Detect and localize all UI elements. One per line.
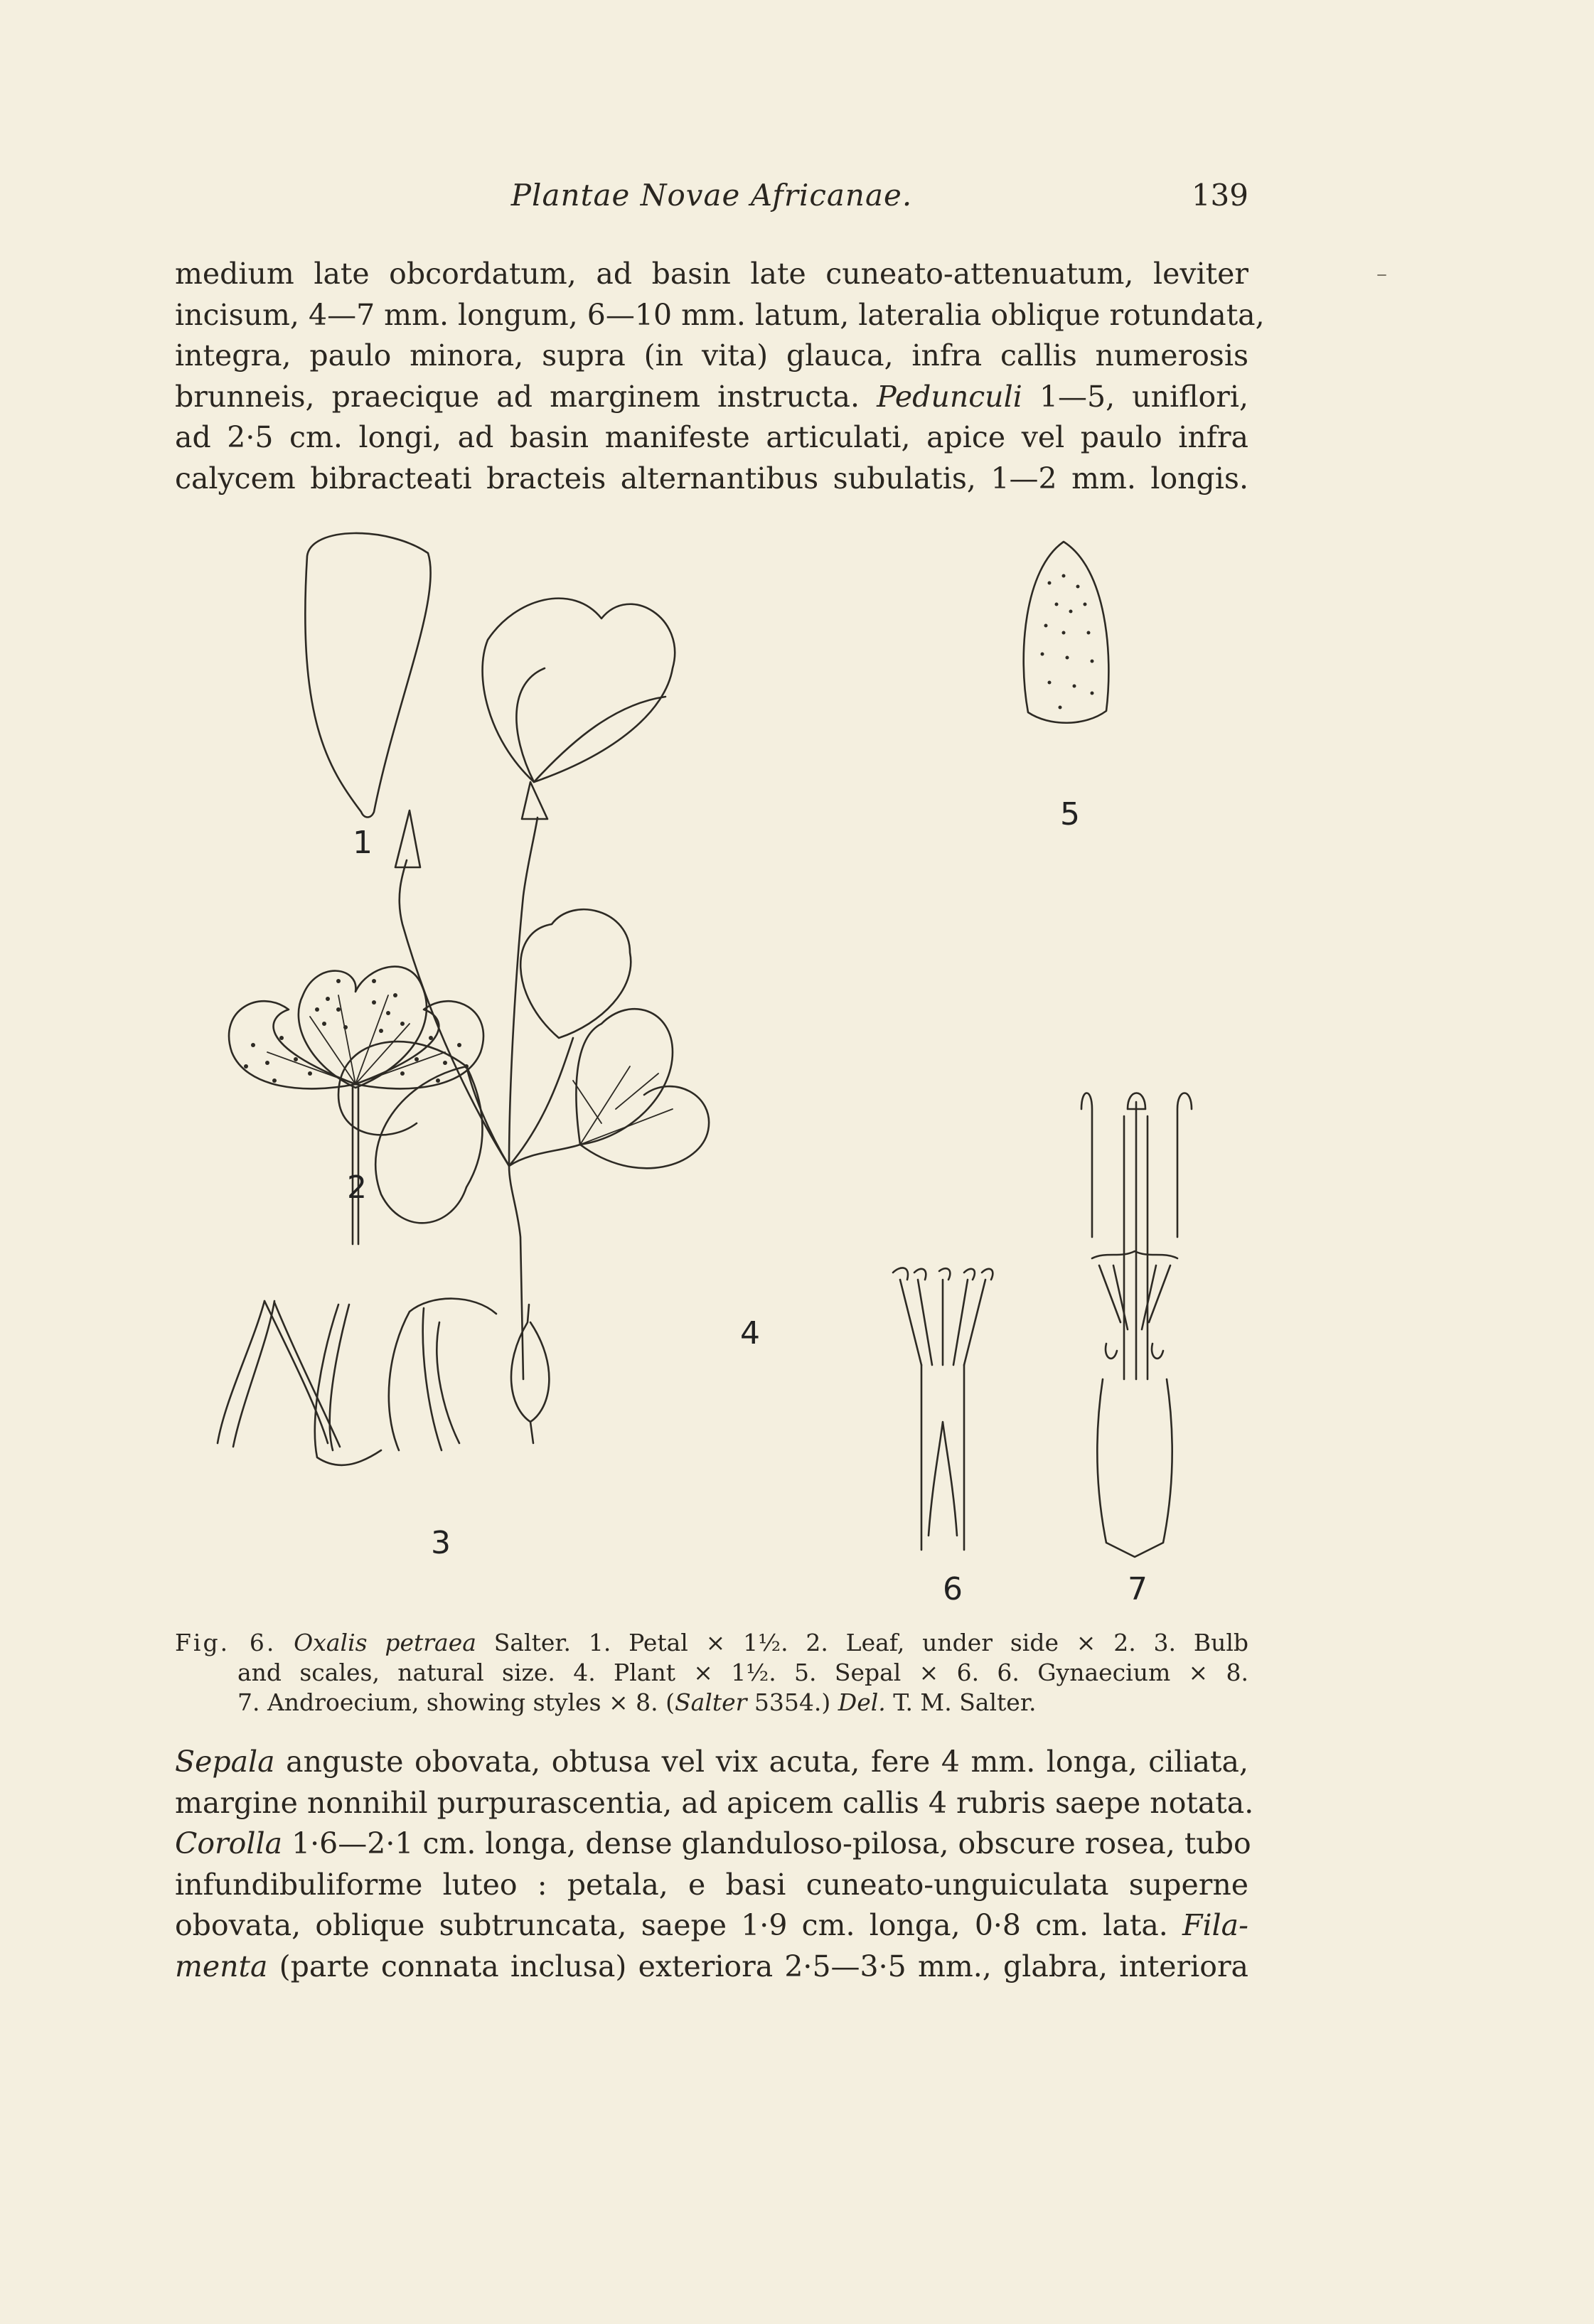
- sepal-stipple: [1041, 574, 1094, 709]
- figure-number-4: 4: [740, 1315, 760, 1351]
- text-segment: brunneis, praecique ad marginem instructa.: [175, 379, 860, 414]
- text-line: [175, 377, 1248, 418]
- bulb-and-scales-drawing: [218, 1299, 549, 1465]
- italic-term-pedunculi: Pedunculi: [877, 379, 1022, 414]
- italic-term-sepala: Sepala: [175, 1745, 275, 1779]
- text-line: [175, 1905, 1248, 1947]
- italic-term-filamenta: Fila-: [1182, 1908, 1248, 1942]
- figure-caption: [175, 1628, 1248, 1718]
- petal-drawing: [305, 533, 430, 818]
- bottom-paragraph: [175, 1742, 1254, 1987]
- figure-drawing: [175, 526, 1256, 1621]
- text-segment: anguste obovata, obtusa vel vix acuta, fere 4 mm. longa, ciliata,: [286, 1745, 1248, 1779]
- caption-line: [175, 1628, 1248, 1658]
- figure-number-2: 2: [347, 1169, 367, 1206]
- running-head: [175, 178, 1248, 220]
- text-segment: 1·6—2·1 cm. longa, dense glanduloso-pilosa, obscure rosea, tubo: [291, 1826, 1251, 1860]
- figure-number-5: 5: [1060, 796, 1080, 832]
- botanical-figure: [175, 526, 1256, 1621]
- text-line: margine nonnihil purpurascentia, ad apicem callis 4 rubris saepe notata.: [175, 1785, 1254, 1820]
- text-line: [175, 1742, 1248, 1783]
- gynaecium-drawing: [893, 1268, 993, 1550]
- text-segment: (parte connata inclusa) exteriora 2·5—3·5 mm., glabra, interiora: [279, 1949, 1248, 1983]
- text-line: integra, paulo minora, supra (in vita) glauca, infra callis numerosis: [175, 338, 1248, 373]
- androecium-drawing: [1081, 1093, 1192, 1558]
- top-paragraph: [175, 254, 1265, 499]
- margin-mark: –: [1376, 262, 1387, 287]
- figure-number-6: 6: [943, 1571, 963, 1607]
- text-segment: obovata, oblique subtruncata, saepe 1·9 cm. longa, 0·8 cm. lata.: [175, 1908, 1168, 1942]
- caption-text: 5354.): [754, 1688, 831, 1716]
- running-title: Plantae Novae Africanae.: [510, 178, 913, 213]
- sepal-drawing: [1024, 542, 1109, 723]
- text-line: calycem bibracteati bracteis alternantibus subulatis, 1—2 mm. longis.: [175, 461, 1248, 496]
- plant-drawing: [338, 599, 709, 1379]
- figure-number-7: 7: [1128, 1571, 1148, 1607]
- caption-text: 7. Androecium, showing styles × 8. (: [237, 1688, 675, 1716]
- text-line: [175, 1824, 1251, 1865]
- caption-del: Del.: [838, 1688, 886, 1716]
- text-line: ad 2·5 cm. longi, ad basin manifeste articulati, apice vel paulo infra: [175, 420, 1248, 454]
- text-line: medium late obcordatum, ad basin late cuneato-attenuatum, leviter: [175, 257, 1248, 291]
- italic-term-corolla: Corolla: [175, 1826, 283, 1860]
- text-line: infundibuliforme luteo : petala, e basi cuneato-unguiculata superne: [175, 1867, 1248, 1902]
- caption-collector: Salter: [674, 1688, 747, 1716]
- page-number: 139: [1191, 178, 1248, 213]
- text-line: incisum, 4—7 mm. longum, 6—10 mm. latum, lateralia oblique rotundata,: [175, 297, 1265, 332]
- text-segment: 1—5, uniflori,: [1039, 379, 1248, 414]
- caption-species: Oxalis petraea: [294, 1629, 476, 1656]
- text-line: [175, 1947, 1248, 1988]
- caption-figure-label: Fig. 6.: [175, 1629, 277, 1656]
- caption-line: and scales, natural size. 4. Plant × 1½. 5. Sepal × 6. 6. Gynaecium × 8.: [237, 1659, 1248, 1686]
- caption-text: T. M. Salter.: [893, 1688, 1037, 1716]
- caption-author: Salter.: [493, 1629, 572, 1656]
- figure-number-1: 1: [353, 825, 373, 861]
- caption-line: [175, 1688, 1248, 1718]
- figure-number-3: 3: [431, 1525, 451, 1561]
- italic-term-menta: menta: [175, 1949, 268, 1983]
- leaf-callus-dots: [244, 979, 469, 1083]
- caption-text: 1. Petal × 1½. 2. Leaf, under side × 2. 3. Bulb: [588, 1629, 1249, 1656]
